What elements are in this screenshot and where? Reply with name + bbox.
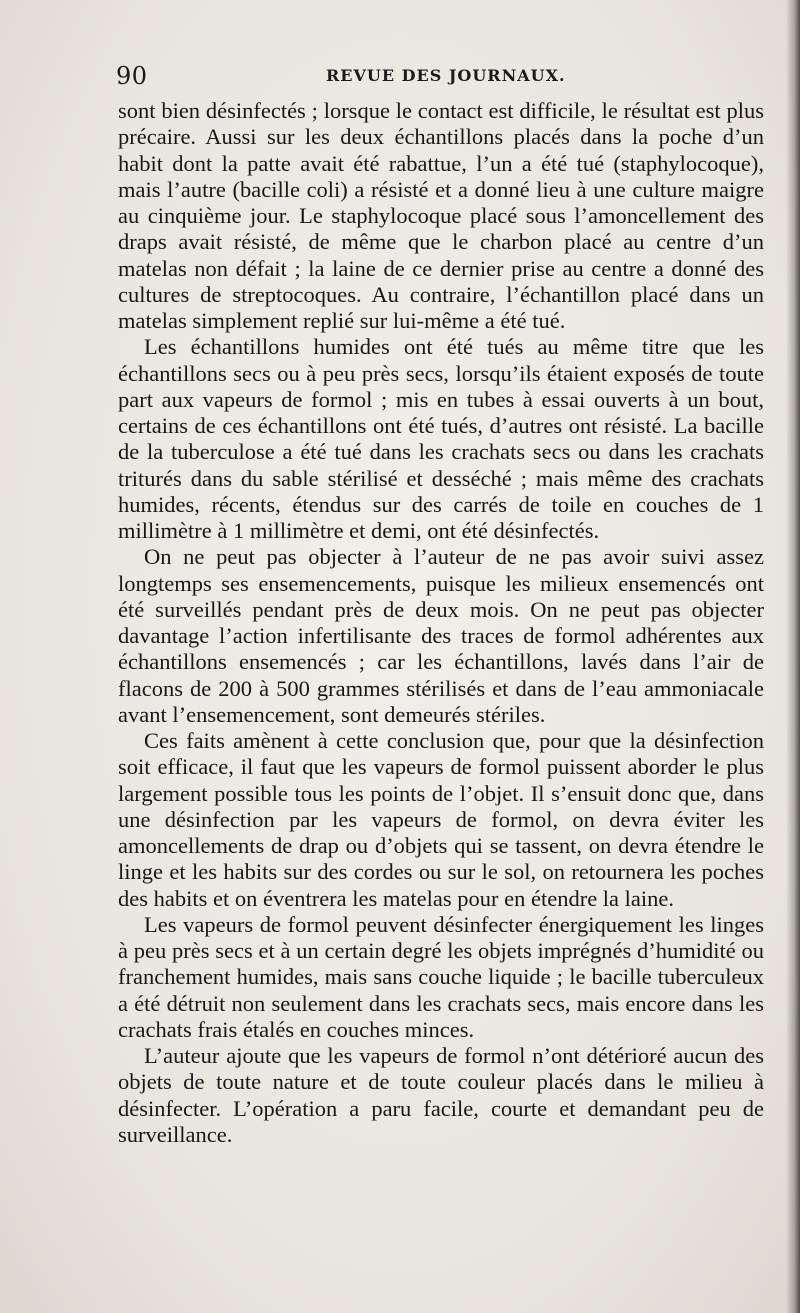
paragraph-conclusion: Ces faits amènent à cette conclusion que, pour que la désinfection soit efficace, il faut que les vapeurs de formol puissent aborder le plus largement possible tous les points de l’objet. Il s’ensuit donc que, dans une désinfection par les vapeurs de formol, on devra éviter les amoncellements de drap ou d’objets qui se tassent, on devra étendre le linge et les habits sur des cordes ou sur le sol, on retournera les poches des habits et on éventrera les matelas pour en étendre la laine. <box>118 728 764 911</box>
page-header <box>116 62 756 92</box>
paragraph-formol-vapors: Les vapeurs de formol peuvent désinfecter énergiquement les linges à peu près secs et à un certain degré les objets imprégnés d’humidité ou franchement humides, mais sans couche liquide ; le bacille tuberculeux a été détruit non seulement dans les crachats secs, mais encore dans les crachats frais étalés en couches minces. <box>118 911 764 1042</box>
page-number: 90 <box>116 62 148 90</box>
running-title: REVUE DES JOURNAUX. <box>326 66 566 85</box>
paragraph-wet-samples: Les échantillons humides ont été tués au même titre que les échantillons secs ou à peu près secs, lorsqu’ils étaient exposés de toute part aux vapeurs de formol ; mis en tubes à essai ouverts à un bout, certains de ces échantillons ont été tués, d’autres ont résisté. La bacille de la tuberculose a été tué dans les crachats secs ou dans les crachats triturés dans du sable stérilisé et desséché ; mais même des crachats humides, récents, étendus sur des carrés de toile en couches de 1 millimètre à 1 millimètre et demi, ont été désinfectés. <box>118 334 764 543</box>
body-text <box>118 98 764 1148</box>
paragraph-continued: sont bien désinfectés ; lorsque le contact est difficile, le résultat est plus précaire. Aussi sur les deux échantillons placés dans la poche d’un habit dont la patte avait été rabattue, l’un a été tué (staphylocoque), mais l’autre (bacille coli) a résisté et a donné lieu à une culture maigre au cinquième jour. Le staphylocoque placé sous l’amoncellement des draps avait résisté, de même que le charbon placé au centre d’un matelas non défait ; la laine de ce dernier prise au centre a donné des cultures de streptocoques. Au contraire, l’échantillon placé dans un matelas simplement replié sur lui-même a été tué. <box>118 98 764 333</box>
paragraph-objection: On ne peut pas objecter à l’auteur de ne pas avoir suivi assez longtemps ses ensemencements, puisque les milieux ensemencés ont été surveillés pendant près de deux mois. On ne peut pas objecter davantage l’action infertilisante des traces de formol adhérentes aux échantillons ensemencés ; car les échantillons, lavés dans l’air de flacons de 200 à 500 grammes stérilisés et dans de l’eau ammoniacale avant l’ensemencement, sont demeurés stériles. <box>118 544 764 727</box>
paragraph-author-adds: L’auteur ajoute que les vapeurs de formol n’ont détérioré aucun des objets de toute nature et de toute couleur placés dans le milieu à désinfecter. L’opération a paru facile, courte et demandant peu de surveillance. <box>118 1043 764 1147</box>
page-binding-shadow <box>786 0 800 1313</box>
